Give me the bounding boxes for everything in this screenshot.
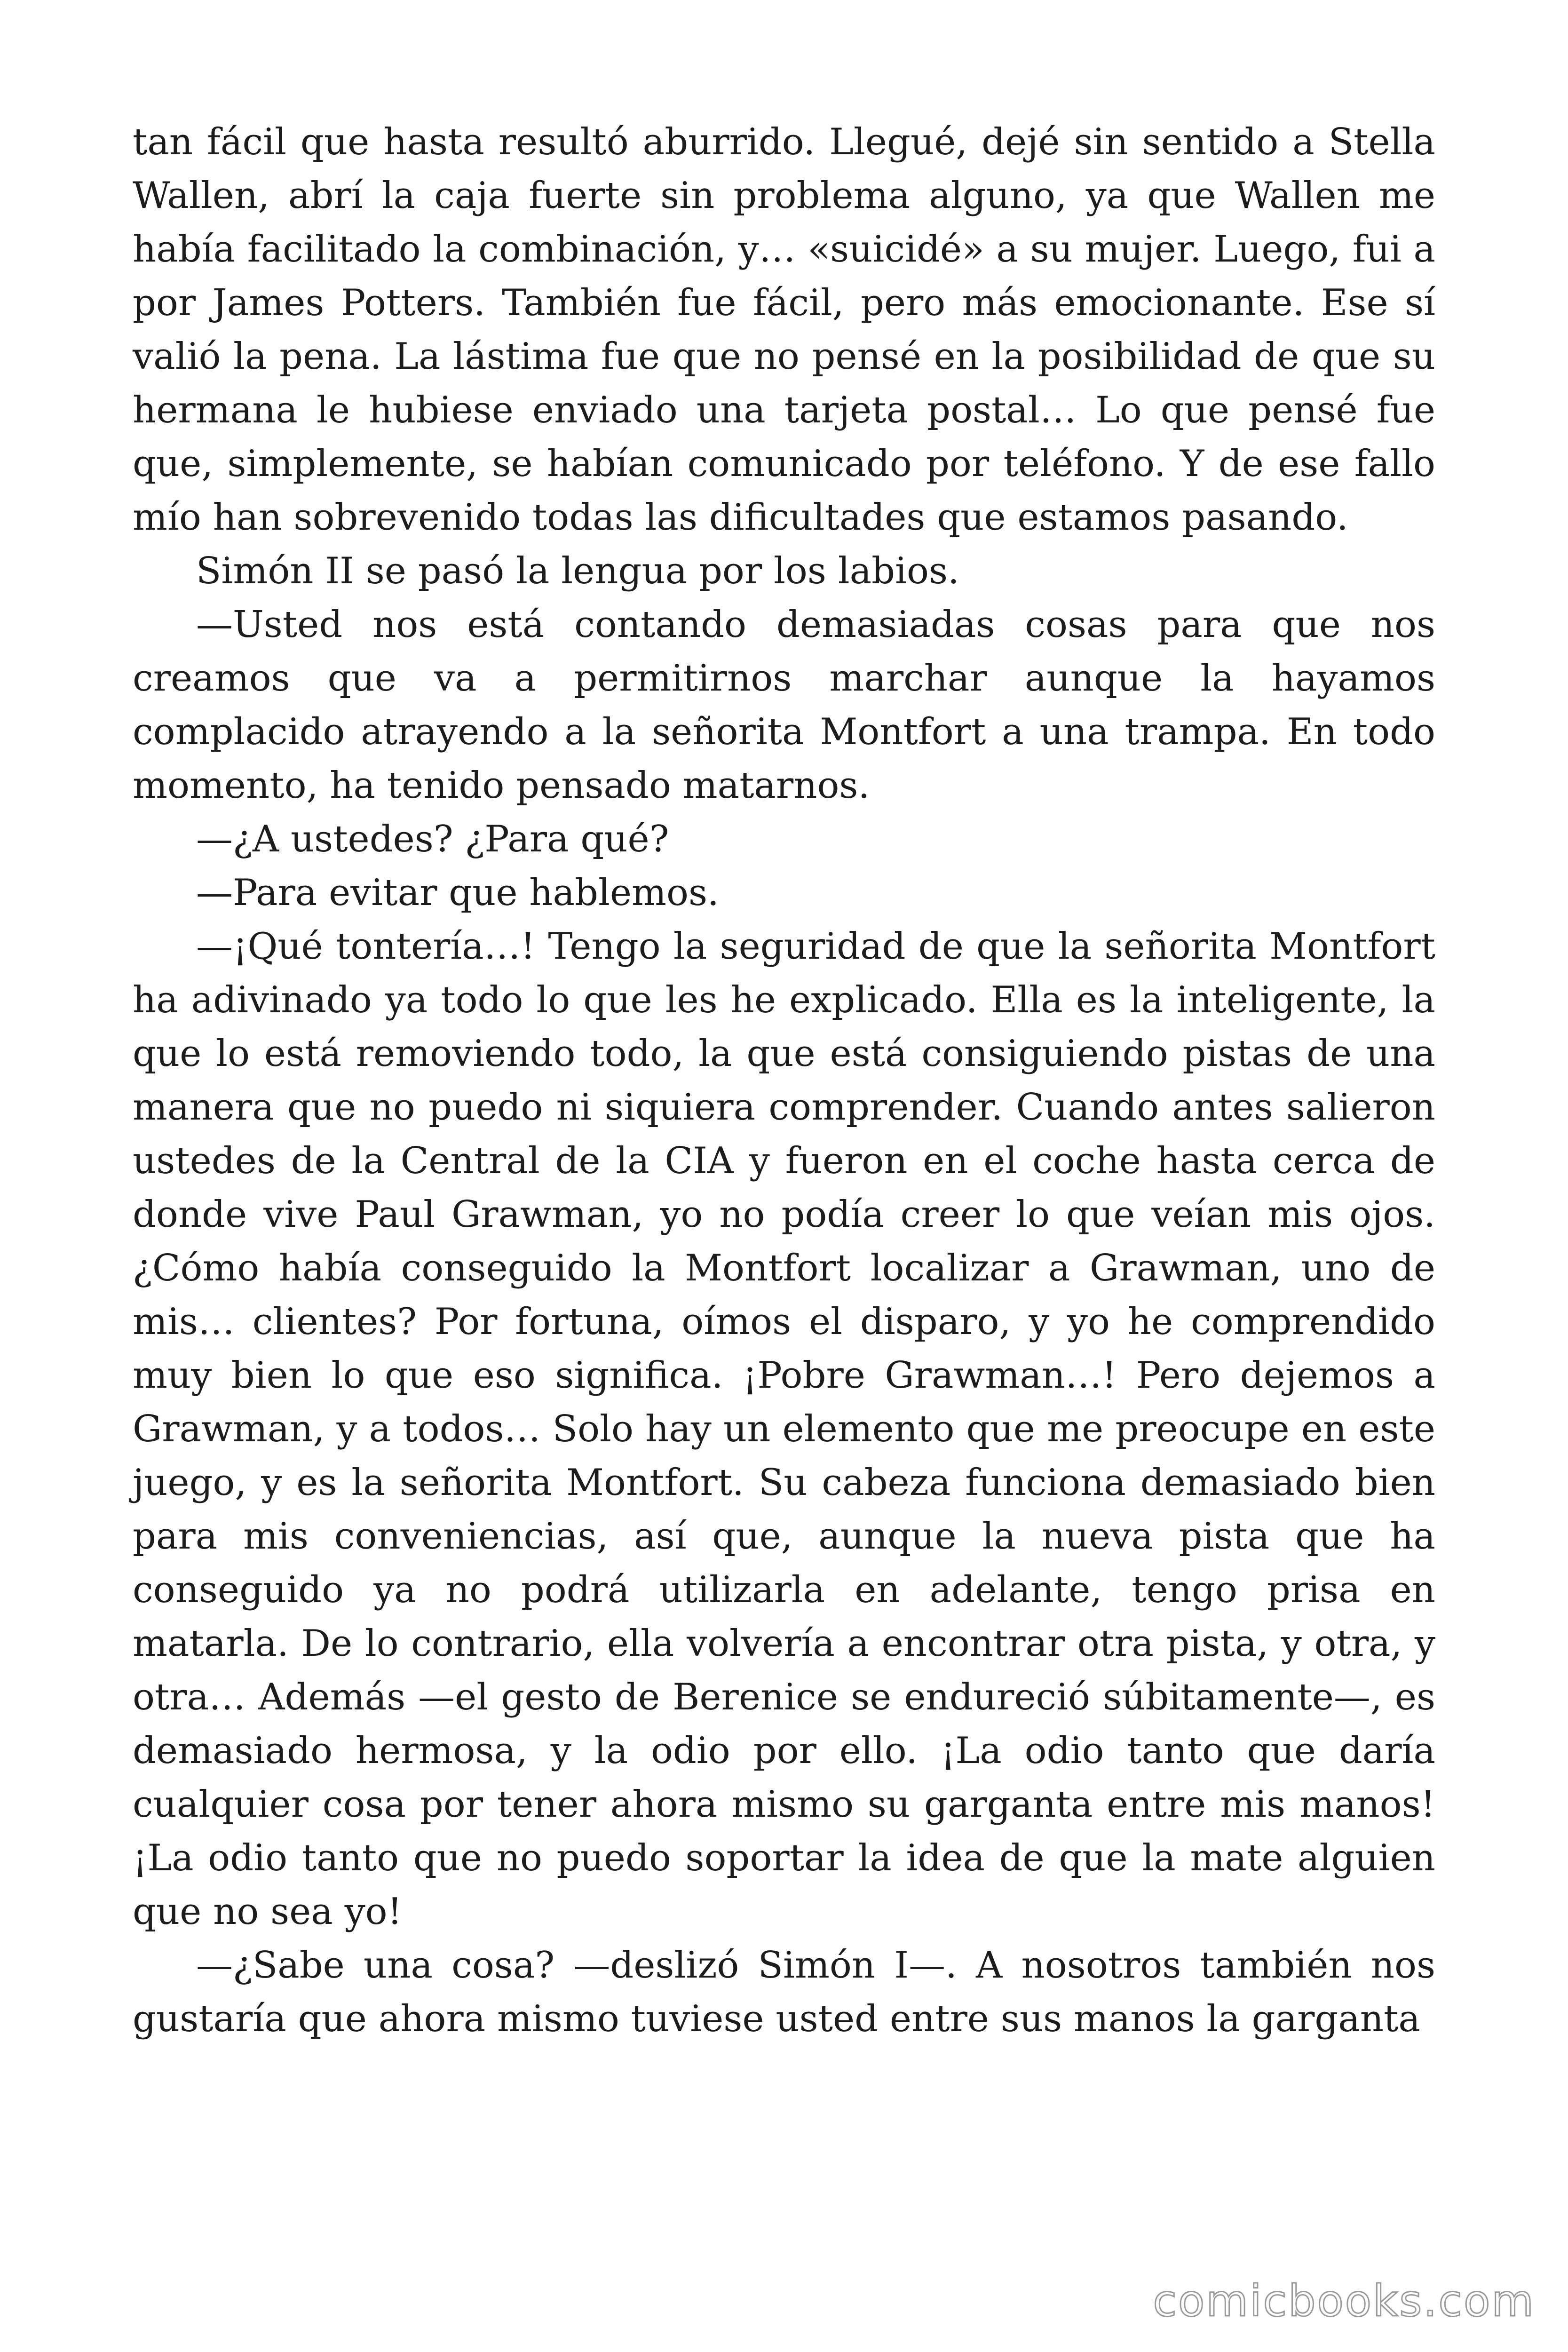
- paragraph-dialogue: —Usted nos está contando demasiadas cosas para que nos creamos que va a permitirnos marchar aunque la hayamos complacido atrayendo a la señorita Montfort a una trampa. En todo momento, ha tenido pensado matarnos.: [133, 604, 1435, 807]
- paragraph-dialogue: —¿A ustedes? ¿Para qué?: [196, 818, 669, 860]
- paragraph-narration: Simón II se pasó la lengua por los labios.: [196, 550, 959, 592]
- body-text: [133, 115, 1435, 2046]
- paragraph-continuation: tan fácil que hasta resultó aburrido. Llegué, dejé sin sentido a Stella Wallen, abrí la caja fuerte sin problema alguno, ya que Wallen me había facilitado la combinación, y… «suicidé» a su mujer. Luego, fui a por James Potters. También fue fácil, pero más emocionante. Ese sí valió la pena. La lástima fue que no pensé en la posibilidad de que su hermana le hubiese enviado una tarjeta postal… Lo que pensé fue que, simplemente, se habían comunicado por teléfono. Y de ese fallo mío han sobrevenido todas las dificultades que estamos pasando.: [133, 121, 1435, 539]
- paragraph-dialogue: —¡Qué tontería…! Tengo la seguridad de que la señorita Montfort ha adivinado ya todo lo que les he explicado. Ella es la inteligente, la que lo está removiendo todo, la que está consiguiendo pistas de una manera que no puedo ni siquiera comprender. Cuando antes salieron ustedes de la Central de la CIA y fueron en el coche hasta cerca de donde vive Paul Grawman, yo no podía creer lo que veían mis ojos. ¿Cómo había conseguido la Montfort localizar a Grawman, uno de mis… clientes? Por fortuna, oímos el disparo, y yo he comprendido muy bien lo que eso significa. ¡Pobre Grawman…! Pero dejemos a Grawman, y a todos… Solo hay un elemento que me preocupe en este juego, y es la señorita Montfort. Su cabeza funciona demasiado bien para mis conveniencias, así que, aunque la nueva pista que ha conseguido ya no podrá utilizarla en adelante, tengo prisa en matarla. De lo contrario, ella volvería a encontrar otra pista, y otra, y otra… Además —el gesto de Berenice se endureció súbitamente—, es demasiado hermosa, y la odio por ello. ¡La odio tanto que daría cualquier cosa por tener ahora mismo su garganta entre mis manos! ¡La odio tanto que no puedo soportar la idea de que la mate alguien que no sea yo!: [133, 925, 1435, 1933]
- paragraph-dialogue: —¿Sabe una cosa? —deslizó Simón I—. A nosotros también nos gustaría que ahora mismo tuviese usted entre sus manos la garganta: [133, 1944, 1435, 2040]
- watermark: comicbooks.com: [1153, 2276, 1535, 2326]
- paragraph-dialogue: —Para evitar que hablemos.: [196, 872, 719, 914]
